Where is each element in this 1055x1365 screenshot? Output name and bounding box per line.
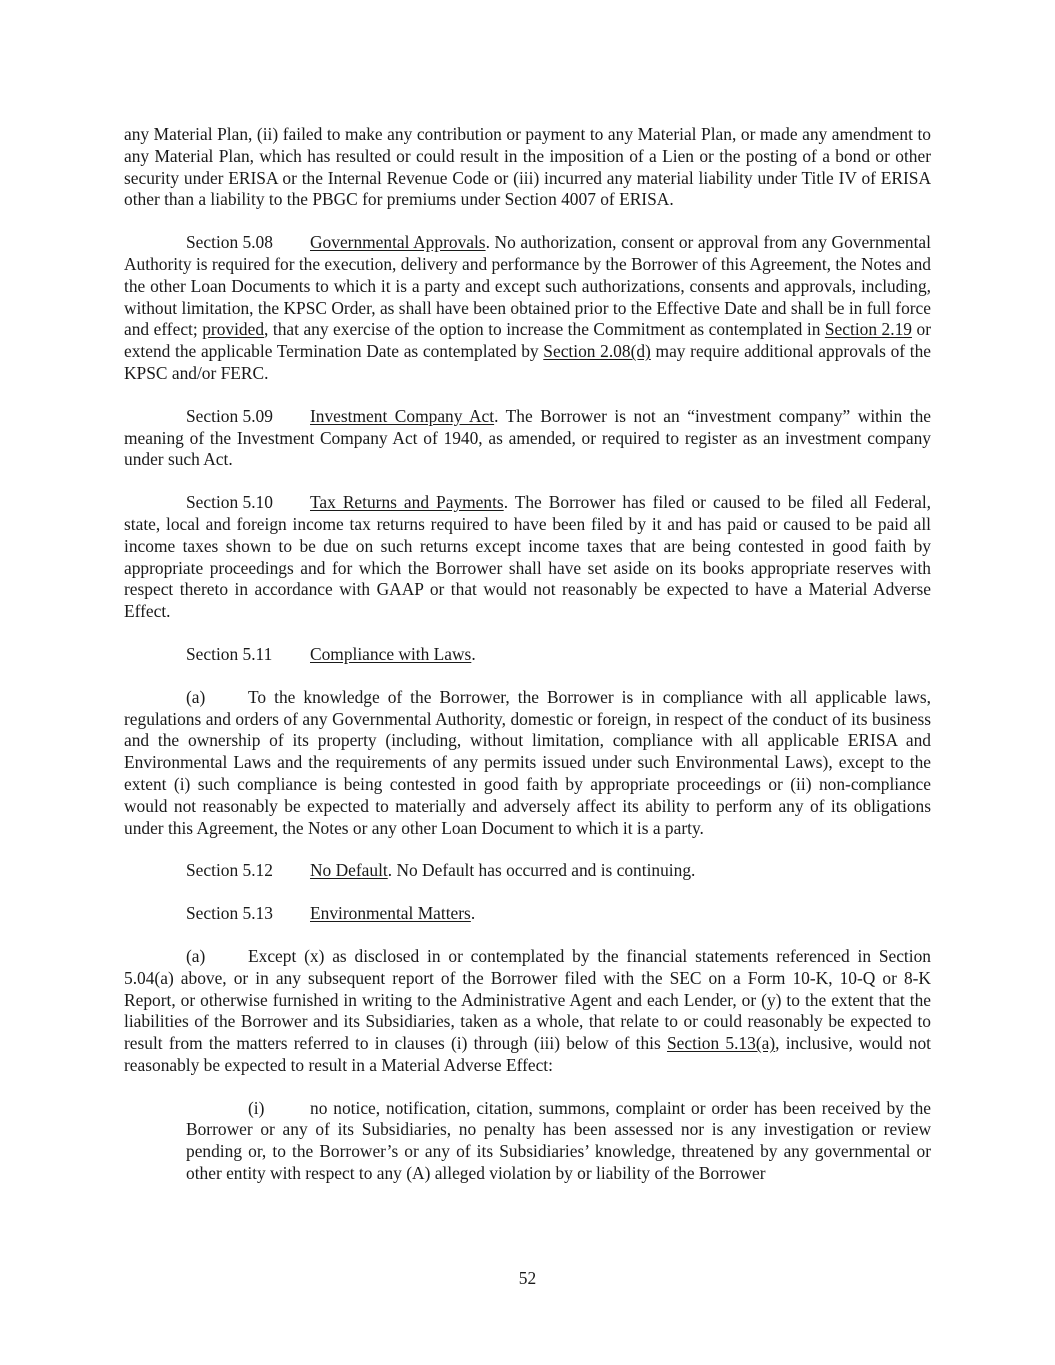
section-title: Compliance with Laws [310, 643, 472, 664]
section-title: Investment Company Act [310, 405, 495, 426]
section-number: Section 5.11 [186, 643, 273, 664]
clause-label: (a) [186, 945, 206, 966]
section-number: Section 5.10 [186, 492, 273, 513]
section-5-13-a: (a) Except (x) as disclosed in or contemplated by the financial statements referenced in Section 5.04(a) above, or in any subsequent report of the Borrower filed with the SEC on a Form 10-K, 10-Q or 8-K Report, or otherwise furnished in writing to the Administrative Agent and each Lender, or (y) to the extent that the liabilities of the Borrower and its Subsidiaries, taken as a whole, that relate to or could reasonably be expected to result from the matters referred to in clauses (i) through (iii) below of this Section 5.13(a), inclusive, would not reasonably be expected to result in a Material Adverse Effect: [124, 945, 931, 1075]
section-number: Section 5.09 [186, 405, 273, 426]
section-5-09: Section 5.09 Investment Company Act. The Borrower is not an “investment company” within the meaning of the Investment Company Act of 1940, as amended, or required to register as an investment company under such Act. [124, 405, 931, 470]
cross-reference: Section 2.08(d) [543, 341, 651, 362]
section-title: Environmental Matters [310, 903, 471, 924]
section-title: No Default [310, 860, 388, 881]
section-number: Section 5.08 [186, 232, 273, 253]
cross-reference: Section 2.19 [824, 319, 912, 340]
section-5-11-a: (a) To the knowledge of the Borrower, the Borrower is in compliance with all applicable laws, regulations and orders of any Governmental Authority, domestic or foreign, in respect of the conduct of its business and the ownership of its property (including, without limitation, compliance with all applicable ERISA and Environmental Laws and the requirements of any permits issued under such Environmental Laws), except to the extent (i) such compliance is being contested in good faith by appropriate proceedings or (ii) non-compliance would not reasonably be expected to materially and adversely affect its ability to perform any of its obligations under this Agreement, the Notes or any other Loan Document to which it is a party. [124, 686, 931, 838]
clause-label: (a) [186, 686, 206, 707]
page-number: 52 [518, 1268, 537, 1288]
clause-label: (i) [248, 1097, 265, 1118]
document-page [124, 124, 931, 1206]
section-title: Governmental Approvals [310, 232, 486, 253]
section-number: Section 5.12 [186, 860, 273, 881]
section-5-08: Section 5.08 Governmental Approvals. No authorization, consent or approval from any Governmental Authority is required for the execution, delivery and performance by the Borrower of this Agreement, the Notes and the other Loan Documents to which it is a party and except such authorizations, consents and approvals, including, without limitation, the KPSC Order, as shall have been obtained prior to the Effective Date and shall be in full force and effect; provided, that any exercise of the option to increase the Commitment as contemplated in Section 2.19 or extend the applicable Termination Date as contemplated by Section 2.08(d) may require additional approvals of the KPSC and/or FERC. [124, 232, 931, 383]
provided-term: provided [202, 319, 265, 340]
cross-reference: Section 5.13(a) [667, 1033, 776, 1054]
section-title: Tax Returns and Payments [310, 492, 504, 513]
section-5-10: Section 5.10 Tax Returns and Payments. The Borrower has filed or caused to be filed all Federal, state, local and foreign income tax returns required to have been filed by it and has paid or caused to be paid all income taxes shown to be due on such returns except income taxes that are being contested in good faith by appropriate proceedings and for which the Borrower shall have set aside on its books appropriate reserves with respect thereto in accordance with GAAP or that would not reasonably be expected to have a Material Adverse Effect. [124, 492, 932, 622]
section-5-13-a-i: (i) no notice, notification, citation, summons, complaint or order has been received by the Borrower or any of its Subsidiaries, no penalty has been assessed nor is any investigation or review pending or, to the Borrower’s or any of its Subsidiaries’ knowledge, threatened by any governmental or other entity with respect to any (A) alleged violation by or liability of the Borrower [186, 1097, 931, 1184]
section-number: Section 5.13 [186, 903, 273, 924]
section-5-11: Section 5.11 Compliance with Laws. [186, 643, 476, 664]
section-5-12: Section 5.12 No Default. No Default has occurred and is continuing. [186, 860, 696, 881]
intro-paragraph: any Material Plan, (ii) failed to make any contribution or payment to any Material Plan, or made any amendment to any Material Plan, which has resulted or could result in the imposition of a Lien or the posting of a bond or other security under ERISA or the Internal Revenue Code or (iii) incurred any material liability under Title IV of ERISA other than a liability to the PBGC for premiums under Section 4007 of ERISA. [124, 124, 931, 210]
section-5-13: Section 5.13 Environmental Matters. [186, 903, 476, 924]
